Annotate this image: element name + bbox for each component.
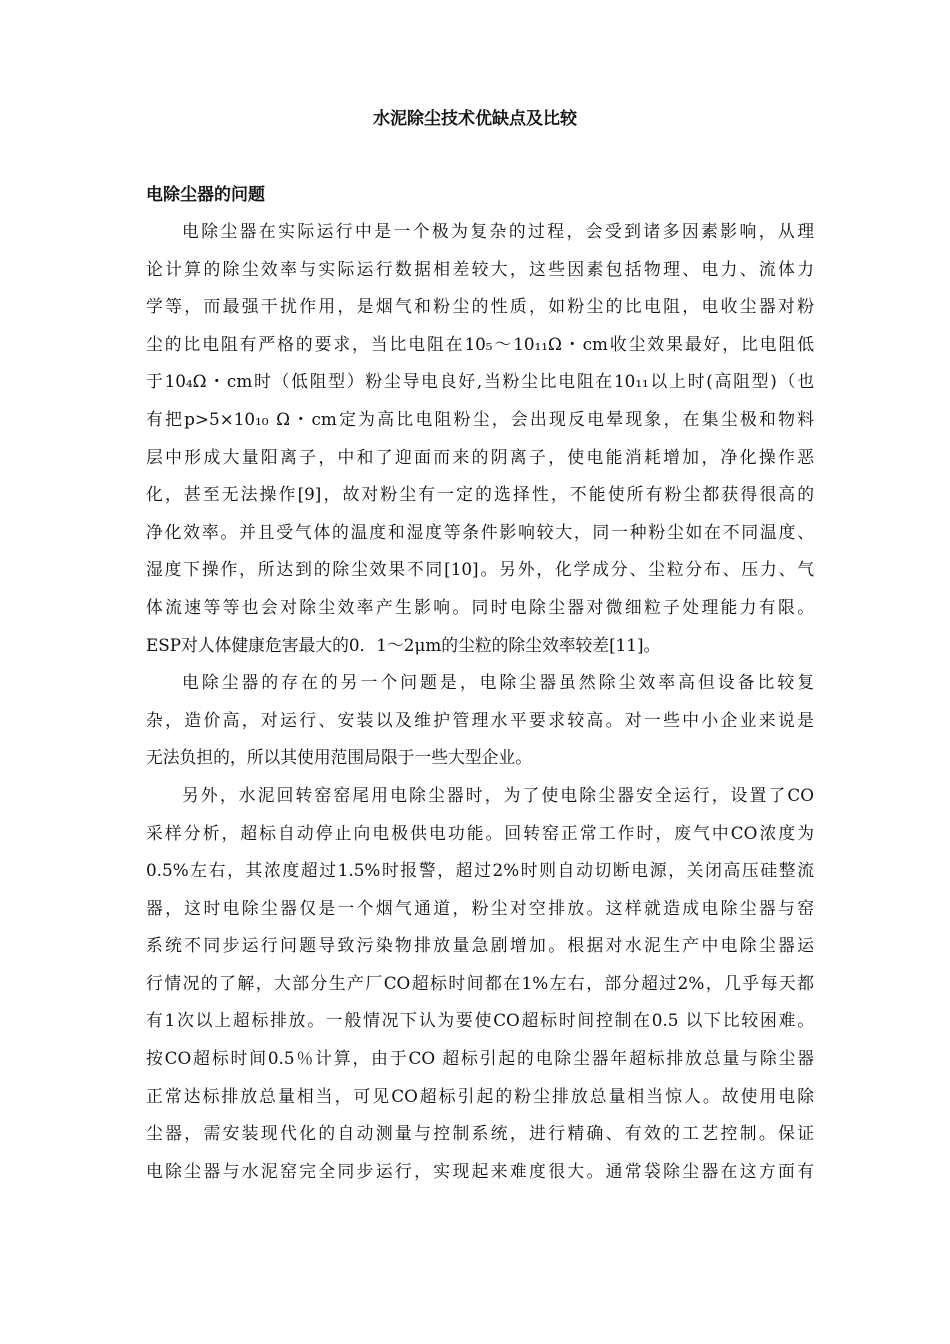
document-title: 水泥除尘技术优缺点及比较 bbox=[373, 109, 577, 129]
paragraph-3-line: 电除尘器与水泥窑完全同步运行，实现起来难度很大。通常袋除尘器在这方面有 bbox=[146, 1160, 814, 1181]
document-body bbox=[146, 213, 814, 1190]
paragraph-1-line: ESP对人体健康危害最大的0．1～2μm的尘粒的除尘效率较差[11]。 bbox=[146, 634, 661, 655]
paragraph-1-line: 于10₄Ω・cm时（低阻型）粉尘导电良好,当粉尘比电阻在10₁₁以上时(高阻型)（也 bbox=[146, 371, 814, 392]
paragraph-2-line: 电除尘器的存在的另一个问题是，电除尘器虽然除尘效率高但设备比较复 bbox=[182, 672, 814, 693]
paragraph-1-line: 净化效率。并且受气体的温度和湿度等条件影响较大，同一种粉尘如在不同温度、 bbox=[146, 521, 814, 542]
paragraph-3-line: 尘器，需安装现代化的自动测量与控制系统，进行精确、有效的工艺控制。保证 bbox=[146, 1123, 814, 1144]
paragraph-1-line: 尘的比电阻有严格的要求，当比电阻在10₅～10₁₁Ω・cm收尘效果最好，比电阻低 bbox=[146, 333, 814, 354]
paragraph-3-line: 系统不同步运行问题导致污染物排放量急剧增加。根据对水泥生产中电除尘器运 bbox=[146, 935, 814, 956]
paragraph-1-line: 论计算的除尘效率与实际运行数据相差较大，这些因素包括物理、电力、流体力 bbox=[146, 258, 814, 279]
paragraph-3-line: 有1次以上超标排放。一般情况下认为要使CO超标时间控制在0.5 以下比较困难。 bbox=[146, 1010, 814, 1031]
paragraph-1-line: 湿度下操作，所达到的除尘效果不同[10]。另外，化学成分、尘粒分布、压力、气 bbox=[146, 559, 814, 580]
paragraph-1-line: 层中形成大量阳离子，中和了迎面而来的阴离子，使电能消耗增加，净化操作恶 bbox=[146, 446, 814, 467]
paragraph-2-line: 杂，造价高，对运行、安装以及维护管理水平要求较高。对一些中小企业来说是 bbox=[146, 709, 814, 730]
paragraph-1-line: 化，甚至无法操作[9]，故对粉尘有一定的选择性，不能使所有粉尘都获得很高的 bbox=[146, 484, 814, 505]
paragraph-3-line: 器，这时电除尘器仅是一个烟气通道，粉尘对空排放。这样就造成电除尘器与窑 bbox=[146, 897, 814, 918]
paragraph-1-line: 电除尘器在实际运行中是一个极为复杂的过程，会受到诸多因素影响，从理 bbox=[182, 221, 814, 241]
paragraph-3-line: 采样分析，超标自动停止向电极供电功能。回转窑正常工作时，废气中CO浓度为 bbox=[146, 822, 814, 843]
paragraph-3-line: 正常达标排放总量相当，可见CO超标引起的粉尘排放总量相当惊人。故使用电除 bbox=[146, 1085, 814, 1106]
paragraph-1-line: 有把p>5×10₁₀ Ω・cm定为高比电阻粉尘，会出现反电晕现象，在集尘极和物料 bbox=[146, 408, 814, 429]
section-heading: 电除尘器的问题 bbox=[146, 185, 265, 205]
paragraph-3-line: 另外，水泥回转窑窑尾用电除尘器时，为了使电除尘器安全运行，设置了CO bbox=[182, 784, 814, 805]
paragraph-1-line: 学等，而最强干扰作用，是烟气和粉尘的性质，如粉尘的比电阻，电收尘器对粉 bbox=[146, 296, 814, 317]
paragraph-3-line: 0.5%左右，其浓度超过1.5%时报警，超过2%时则自动切断电源，关闭高压硅整流 bbox=[146, 860, 814, 881]
paragraph-1-line: 体流速等等也会对除尘效率产生影响。同时电除尘器对微细粒子处理能力有限。 bbox=[146, 596, 814, 617]
paragraph-2-line: 无法负担的，所以其使用范围局限于一些大型企业。 bbox=[146, 747, 532, 768]
paragraph-3-line: 按CO超标时间0.5％计算，由于CO 超标引起的电除尘器年超标排放总量与除尘器 bbox=[146, 1048, 814, 1069]
paragraph-3-line: 行情况的了解，大部分生产厂CO超标时间都在1%左右，部分超过2%，几乎每天都 bbox=[146, 972, 814, 993]
